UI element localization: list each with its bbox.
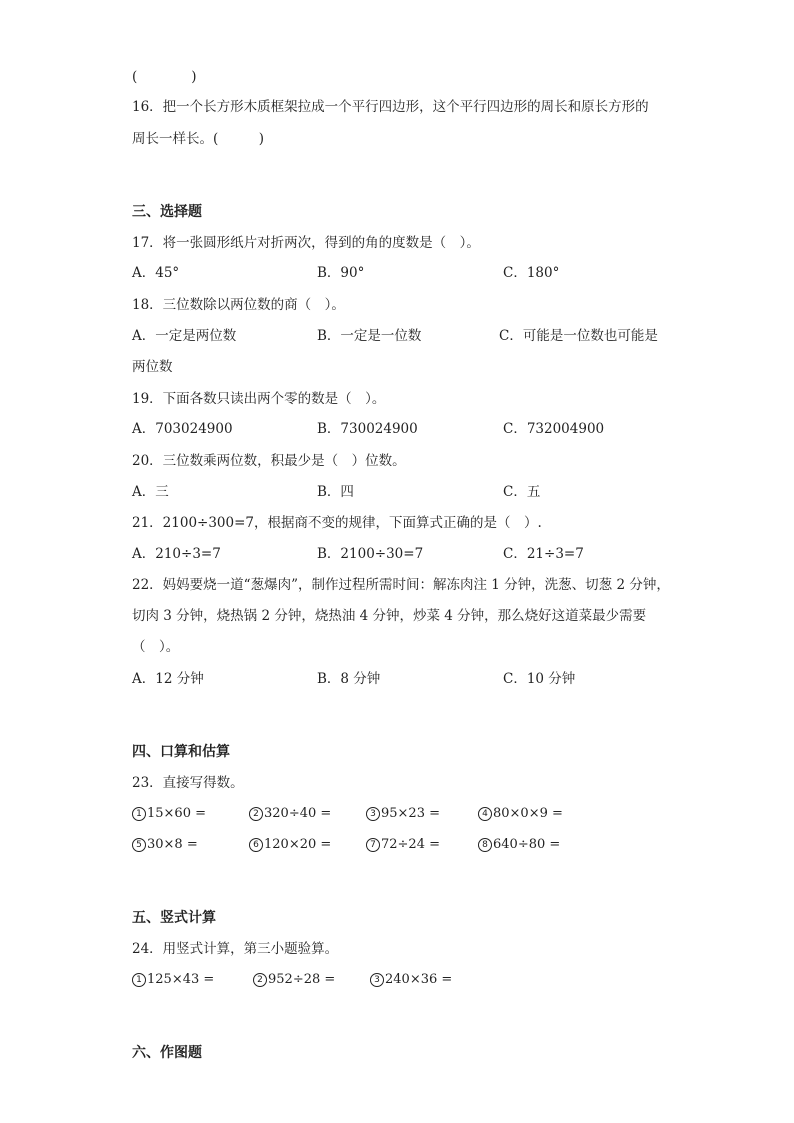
circled-number: 8 [478, 838, 492, 852]
q17-stem: 17．将一张圆形纸片对折两次，得到的角的度数是（ ）。 [132, 235, 480, 251]
q23-item [366, 835, 440, 855]
q23-expression: 30×8 = [147, 837, 198, 852]
q20-option-a: A．三 [132, 484, 169, 500]
q21-option-c: C．21÷3=7 [503, 546, 584, 562]
q23-item [249, 835, 331, 855]
q24-item [132, 970, 214, 990]
q23-item [478, 835, 560, 855]
q20-stem: 20．三位数乘两位数，积最少是（ ）位数。 [132, 453, 406, 469]
q22-option-b: B．8 分钟 [317, 671, 381, 687]
circled-number: 2 [253, 973, 267, 987]
circled-number: 5 [132, 838, 146, 852]
q19-option-c: C．732004900 [503, 421, 605, 437]
q17-option-b: B．90° [317, 265, 365, 281]
q18-option-a: A．一定是两位数 [132, 328, 237, 344]
q18-option-c-continued: 两位数 [132, 359, 173, 375]
q19-option-a: A．703024900 [132, 421, 233, 437]
q24-expression: 240×36 = [385, 972, 453, 987]
q24-item [253, 970, 335, 990]
q22-option-a: A．12 分钟 [132, 671, 204, 687]
q22-line1: 22．妈妈要烧一道“葱爆肉”，制作过程所需时间：解冻肉注 1 分钟，洗葱、切葱 2 分钟， [132, 577, 670, 593]
q18-stem: 18．三位数除以两位数的商（ ）。 [132, 297, 345, 313]
circled-number: 7 [366, 838, 380, 852]
section-heading-drawing: 六、作图题 [132, 1045, 202, 1061]
q23-item [132, 804, 206, 824]
q23-expression: 15×60 = [147, 806, 207, 821]
q19-option-b: B．730024900 [317, 421, 418, 437]
q23-item [366, 804, 440, 824]
circled-number: 6 [249, 838, 263, 852]
circled-number: 3 [366, 807, 380, 821]
q23-expression: 72÷24 = [381, 837, 441, 852]
circled-number: 4 [478, 807, 492, 821]
circled-number: 2 [249, 807, 263, 821]
q23-expression: 120×20 = [264, 837, 332, 852]
circled-number: 3 [370, 973, 384, 987]
q24-stem: 24．用竖式计算，第三小题验算。 [132, 941, 339, 957]
q21-option-a: A．210÷3=7 [132, 546, 221, 562]
q23-expression: 80×0×9 = [493, 806, 563, 821]
q20-option-c: C．五 [503, 484, 541, 500]
q15-answer-blank: ( ) [132, 69, 197, 85]
circled-number: 1 [132, 807, 146, 821]
section-heading-mental-math: 四、口算和估算 [132, 744, 230, 760]
q24-item [370, 970, 452, 990]
q16-line1: 16．把一个长方形木质框架拉成一个平行四边形，这个平行四边形的周长和原长方形的 [132, 99, 649, 115]
q18-option-b: B．一定是一位数 [317, 328, 422, 344]
q23-expression: 95×23 = [381, 806, 441, 821]
q17-option-c: C．180° [503, 265, 560, 281]
section-heading-choice: 三、选择题 [132, 204, 202, 220]
q23-item [132, 835, 198, 855]
circled-number: 1 [132, 973, 146, 987]
q23-expression: 320÷40 = [264, 806, 332, 821]
q24-expression: 952÷28 = [268, 972, 336, 987]
q23-item [478, 804, 563, 824]
q22-line2: 切肉 3 分钟，烧热锅 2 分钟，烧热油 4 分钟，炒菜 4 分钟，那么烧好这道菜最少需要 [132, 608, 647, 624]
section-heading-vertical-calc: 五、竖式计算 [132, 910, 216, 926]
q19-stem: 19．下面各数只读出两个零的数是（ ）。 [132, 391, 386, 407]
q18-option-c: C．可能是一位数也可能是 [499, 328, 658, 344]
q21-option-b: B．2100÷30=7 [317, 546, 424, 562]
q20-option-b: B．四 [317, 484, 354, 500]
q22-option-c: C．10 分钟 [503, 671, 576, 687]
q16-line2: 周长一样长。( ) [132, 131, 265, 147]
q23-item [249, 804, 331, 824]
q23-expression: 640÷80 = [493, 837, 561, 852]
q17-option-a: A．45° [132, 265, 180, 281]
q21-stem: 21．2100÷300=7，根据商不变的规律，下面算式正确的是（ ）. [132, 515, 542, 531]
q24-expression: 125×43 = [147, 972, 215, 987]
q23-stem: 23．直接写得数。 [132, 775, 244, 791]
q22-line3: （ ）。 [132, 639, 180, 655]
